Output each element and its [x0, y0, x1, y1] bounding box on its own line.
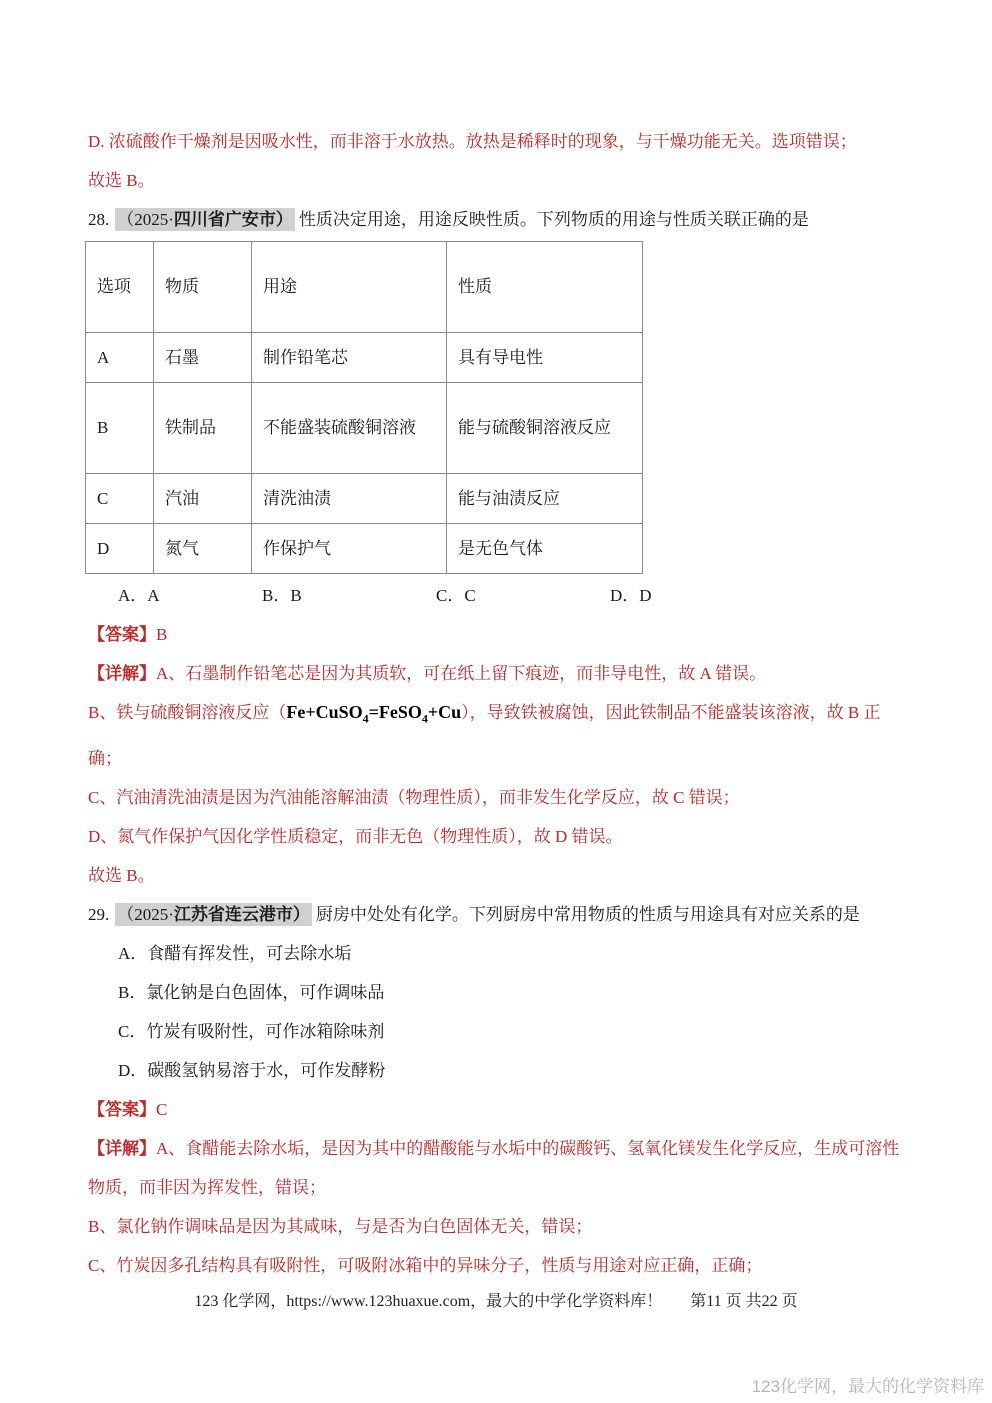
q28-explanation-b [88, 693, 906, 778]
q28-table [85, 241, 643, 574]
table-header-cell: 用途 [252, 242, 447, 333]
q28-choice-c: C．C [436, 586, 476, 605]
q28-choice-a: A．A [118, 586, 160, 605]
q28-explanation-c: C、汽油清洗油渍是因为汽油能溶解油渍（物理性质），而非发生化学反应，故 C 错误； [88, 787, 740, 807]
table-cell: 能与硫酸铜溶液反应 [447, 383, 643, 474]
table-row [86, 524, 643, 574]
explain-label: 【详解】 [88, 1138, 156, 1158]
q29-stem-text: 厨房中处处有化学。下列厨房中常用物质的性质与用途具有对应关系的是 [315, 904, 860, 924]
table-header-cell: 物质 [154, 242, 252, 333]
q28-answer: B [156, 625, 168, 644]
q29-explanation-c: C、竹炭因多孔结构具有吸附性，可吸附冰箱中的异味分子，性质与用途对应正确，正确； [88, 1255, 763, 1275]
q28-stem-text: 性质决定用途，用途反映性质。下列物质的用途与性质关联正确的是 [298, 210, 809, 229]
q29-option-d: D．碳酸氢钠易溶于水，可作发酵粉 [118, 1060, 386, 1080]
table-cell: 能与油渍反应 [447, 474, 643, 524]
watermark-text: 123化学网，最大的化学资料库 [751, 1377, 984, 1396]
q28-answer-line [88, 615, 906, 654]
table-cell: 是无色气体 [447, 524, 643, 574]
table-cell: 清洗油渍 [252, 474, 447, 524]
q28-explanation-d: D、氮气作保护气因化学性质稳定，而非无色（物理性质），故 D 错误。 [88, 826, 623, 846]
page-footer [0, 1288, 992, 1311]
q28-explanation-a-text: A、石墨制作铅笔芯是因为其质软，可在纸上留下痕迹，而非导电性，故 A 错误。 [156, 664, 767, 683]
q29-source-highlight [115, 903, 312, 926]
q27-option-d-explanation: D. 浓硫酸作干燥剂是因吸水性，而非溶于水放热。放热是稀释时的现象，与干燥功能无关。选项错误； [88, 132, 857, 151]
q28-explanation-b-post: ），导致铁被腐蚀，因此铁制品不能盛装该溶液，故 B 正确； [88, 703, 881, 768]
page-content [88, 122, 906, 1285]
table-cell: 汽油 [154, 474, 252, 524]
table-header-cell: 性质 [447, 242, 643, 333]
table-cell: D [86, 524, 154, 574]
explain-label: 【详解】 [88, 664, 156, 683]
answer-label: 【答案】 [88, 625, 156, 644]
table-cell: 氮气 [154, 524, 252, 574]
table-cell: B [86, 383, 154, 474]
q28-choices [88, 576, 906, 615]
table-row [86, 474, 643, 524]
q29-answer-line [88, 1090, 906, 1129]
table-header-row [86, 242, 643, 333]
q29-number: 29. [88, 904, 110, 924]
q28-choice-b: B．B [262, 586, 302, 605]
q28-explanation-b-pre: B、铁与硫酸铜溶液反应（ [88, 703, 287, 722]
q29-source-year: （2025· [117, 904, 174, 924]
table-row [86, 383, 643, 474]
q29-explanation-a [88, 1129, 906, 1207]
footer-site-text: 123 化学网，https://www.123huaxue.com，最大的中学化学资料库！ [194, 1293, 663, 1310]
q29-explanation-a-text: A、食醋能去除水垢，是因为其中的醋酸能与水垢中的碳酸钙、氢氧化镁发生化学反应，生成可溶性物质，而非因为挥发性，错误； [88, 1138, 900, 1197]
q28-choice-d: D．D [610, 586, 652, 605]
q28-source-year: （2025· [117, 210, 174, 229]
q29-option-a: A．食醋有挥发性，可去除水垢 [118, 943, 352, 963]
q29-explanation-b: B、氯化钠作调味品是因为其咸味，与是否为白色固体无关，错误； [88, 1216, 593, 1236]
table-cell: 石墨 [154, 333, 252, 383]
table-cell: A [86, 333, 154, 383]
chemical-equation: Fe+CuSO$_4$=FeSO$_4$+Cu [286, 702, 462, 726]
q29-option-c: C．竹炭有吸附性，可作冰箱除味剂 [118, 1021, 385, 1041]
q28-conclusion: 故选 B。 [88, 865, 155, 885]
table-cell: 不能盛装硫酸铜溶液 [252, 383, 447, 474]
table-cell: 铁制品 [154, 383, 252, 474]
q28-number: 28. [88, 210, 110, 229]
q28-source-highlight [115, 208, 295, 231]
table-cell: C [86, 474, 154, 524]
q28-source-city: 四川省广安市） [173, 210, 293, 229]
q29-answer: C [156, 1099, 168, 1119]
table-cell: 作保护气 [252, 524, 447, 574]
footer-page-number: 第11 页 共22 页 [690, 1293, 798, 1310]
table-header-cell: 选项 [86, 242, 154, 333]
q28-explanation-a [88, 654, 906, 693]
q29-stem [88, 895, 906, 934]
table-cell: 制作铅笔芯 [252, 333, 447, 383]
q29-source-city: 江苏省连云港市） [173, 904, 310, 924]
table-row [86, 333, 643, 383]
q29-option-b: B．氯化钠是白色固体，可作调味品 [118, 982, 385, 1002]
q28-stem [88, 200, 906, 239]
q27-conclusion: 故选 B。 [88, 171, 155, 190]
table-cell: 具有导电性 [447, 333, 643, 383]
answer-label: 【答案】 [88, 1099, 156, 1119]
